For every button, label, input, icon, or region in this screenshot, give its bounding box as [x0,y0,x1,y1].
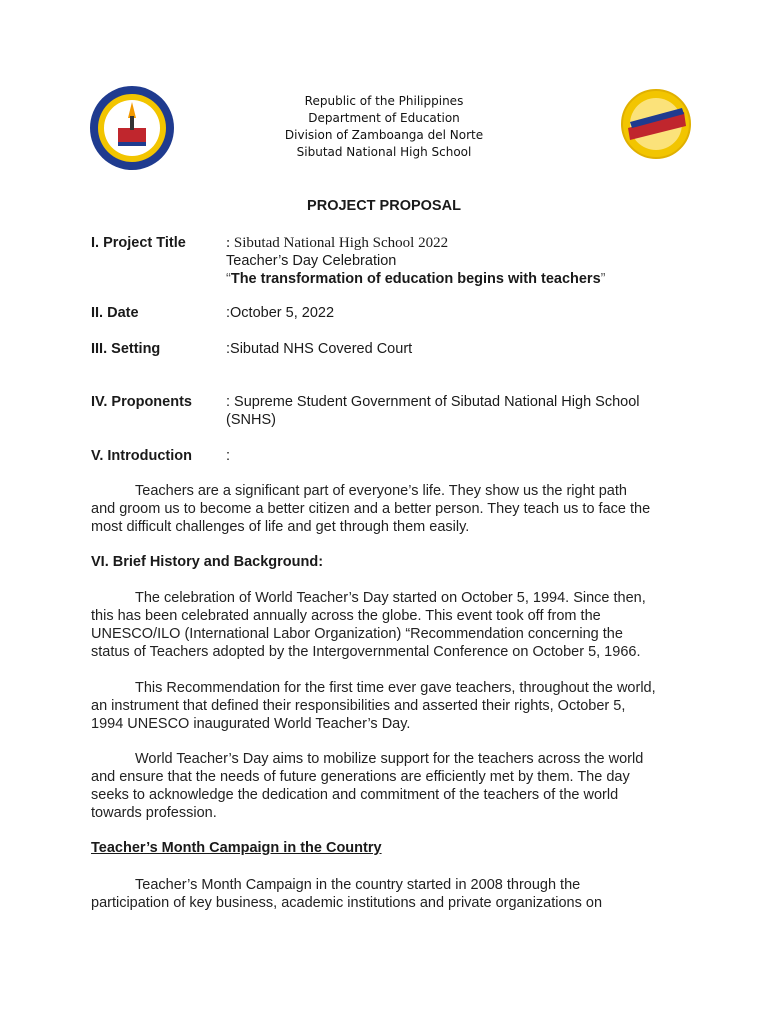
setting-value: :Sibutad NHS Covered Court [226,341,413,357]
letterhead-line-republic: Republic of the Philippines [304,94,464,108]
history-line: and ensure that the needs of future generations are efficiently met by them. The day [91,769,630,785]
project-title-line2: Teacher’s Day Celebration [226,253,397,269]
project-title-theme [226,270,696,288]
history-line: UNESCO/ILO (International Labor Organization) “Recommendation concerning the [91,626,623,642]
campaign-paragraph [91,876,681,912]
history-line: towards profession. [91,805,217,821]
introduction-label: V. Introduction [91,448,192,464]
history-line: World Teacher’s Day aims to mobilize support for the teachers across the world [135,751,644,767]
theme-quote-open: “ [226,271,231,287]
history-line: 1994 UNESCO inaugurated World Teacher’s Day. [91,716,411,732]
date-label: II. Date [91,305,139,321]
history-paragraph-3 [91,750,681,822]
history-line: seeks to acknowledge the dedication and commitment of the teachers of the world [91,787,619,803]
intro-line: and groom us to become a better citizen and a better person. They teach us to face the [91,501,651,517]
campaign-line: participation of key business, academic institutions and private organizations on [91,895,603,911]
proponents-label: IV. Proponents [91,394,192,410]
project-title-label: I. Project Title [91,235,186,251]
proponents-line2: (SNHS) [226,412,276,428]
history-line: The celebration of World Teacher’s Day started on October 5, 1994. Since then, [135,590,646,606]
theme-quote-close: ” [600,271,606,287]
intro-line: most difficult challenges of life and get through them easily. [91,519,470,535]
theme-text: The transformation of education begins with teachers [230,271,601,287]
history-line: This Recommendation for the first time ever gave teachers, throughout the world, [135,680,656,696]
date-value: :October 5, 2022 [226,305,335,321]
history-paragraph-2 [91,679,681,733]
history-line: an instrument that defined their responsibilities and asserted their rights, October 5, [91,698,626,714]
history-heading: VI. Brief History and Background: [91,554,324,570]
letterhead-line-division: Division of Zamboanga del Norte [284,128,484,142]
letterhead-line-school: Sibutad National High School [296,145,472,159]
history-line: status of Teachers adopted by the Intergovernmental Conference on October 5, 1966. [91,644,641,660]
introduction-colon: : [226,448,231,464]
campaign-heading: Teacher’s Month Campaign in the Country [91,840,382,856]
project-title-line1: : Sibutad National High School 2022 [226,235,449,251]
intro-line: Teachers are a significant part of everyone’s life. They show us the right path [135,483,627,499]
campaign-line: Teacher’s Month Campaign in the country started in 2008 through the [135,877,581,893]
letterhead-line-department: Department of Education [308,111,460,125]
letterhead [0,93,768,161]
setting-label: III. Setting [91,341,161,357]
proponents-line1: : Supreme Student Government of Sibutad National High School [226,394,640,410]
document-title: PROJECT PROPOSAL [307,198,461,214]
history-paragraph-1 [91,589,681,661]
intro-paragraph [91,482,681,536]
history-line: this has been celebrated annually across the globe. This event took off from the [91,608,601,624]
